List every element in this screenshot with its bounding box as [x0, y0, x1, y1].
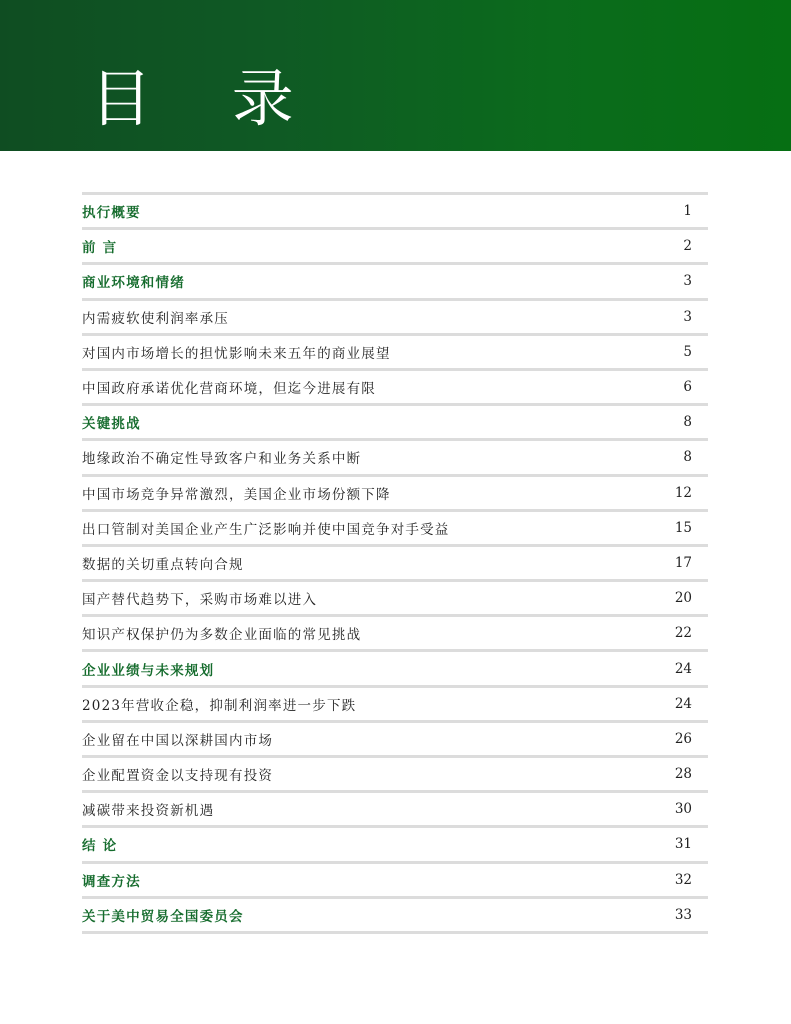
toc-page-number: 3 [683, 308, 692, 325]
toc-page-number: 1 [683, 203, 692, 220]
toc-subsection-entry[interactable] [82, 582, 708, 617]
toc-section-entry[interactable] [82, 265, 708, 300]
toc-entry-title: 中国市场竞争异常激烈，美国企业市场份额下降 [82, 486, 391, 503]
toc-subsection-entry[interactable] [82, 688, 708, 723]
header-band [0, 0, 791, 151]
toc-page-number: 3 [683, 273, 692, 290]
toc-entry-title: 对国内市场增长的担忧影响未来五年的商业展望 [82, 345, 391, 362]
toc-page-number: 6 [683, 379, 692, 396]
toc-page-number: 8 [683, 414, 692, 431]
toc-section-entry[interactable] [82, 864, 708, 899]
toc-page-number: 24 [674, 695, 692, 712]
toc-entry-title: 企业业绩与未来规划 [82, 662, 215, 679]
toc-page-number: 28 [674, 766, 692, 783]
toc-section-entry[interactable] [82, 195, 708, 230]
toc-page-number: 5 [683, 343, 692, 360]
toc-entry-title: 企业配置资金以支持现有投资 [82, 768, 274, 785]
toc-subsection-entry[interactable] [82, 512, 708, 547]
toc-page-number: 15 [674, 519, 692, 536]
toc-subsection-entry[interactable] [82, 758, 708, 793]
toc-subsection-entry[interactable] [82, 336, 708, 371]
toc-page-number: 26 [674, 730, 692, 747]
toc-entry-title: 出口管制对美国企业产生广泛影响并使中国竞争对手受益 [82, 521, 450, 538]
toc-entry-title: 中国政府承诺优化营商环境，但迄今进展有限 [82, 381, 376, 398]
toc-page-number: 2 [683, 238, 692, 255]
toc-section-entry[interactable] [82, 899, 708, 934]
toc-section-entry[interactable] [82, 828, 708, 863]
toc-entry-title: 商业环境和情绪 [82, 275, 185, 292]
toc-subsection-entry[interactable] [82, 441, 708, 476]
toc-entry-title: 企业留在中国以深耕国内市场 [82, 732, 274, 749]
table-of-contents [82, 192, 708, 934]
toc-entry-title: 结 论 [82, 838, 118, 855]
toc-entry-title: 国产替代趋势下，采购市场难以进入 [82, 592, 318, 609]
toc-subsection-entry[interactable] [82, 371, 708, 406]
toc-page-number: 22 [674, 625, 692, 642]
toc-entry-title: 关键挑战 [82, 416, 141, 433]
toc-section-entry[interactable] [82, 652, 708, 687]
toc-subsection-entry[interactable] [82, 547, 708, 582]
toc-entry-title: 前 言 [82, 240, 118, 257]
toc-page-number: 30 [674, 801, 692, 818]
toc-page-number: 31 [674, 836, 692, 853]
toc-section-entry[interactable] [82, 406, 708, 441]
toc-entry-title: 执行概要 [82, 205, 141, 222]
toc-page-number: 12 [674, 484, 692, 501]
toc-page-number: 17 [674, 554, 692, 571]
toc-page-number: 20 [674, 590, 692, 607]
toc-entry-title: 调查方法 [82, 873, 141, 890]
toc-page-number: 32 [674, 871, 692, 888]
toc-entry-title: 数据的关切重点转向合规 [82, 556, 244, 573]
page-title: 目 录 [90, 62, 324, 135]
toc-entry-title: 2023年营收企稳，抑制利润率进一步下跌 [82, 697, 357, 714]
toc-subsection-entry[interactable] [82, 617, 708, 652]
toc-subsection-entry[interactable] [82, 723, 708, 758]
toc-section-entry[interactable] [82, 230, 708, 265]
toc-entry-title: 知识产权保护仍为多数企业面临的常见挑战 [82, 627, 362, 644]
toc-page-number: 8 [683, 449, 692, 466]
toc-page-number: 33 [674, 906, 692, 923]
toc-entry-title: 减碳带来投资新机遇 [82, 803, 215, 820]
toc-page-number: 24 [674, 660, 692, 677]
toc-entry-title: 地缘政治不确定性导致客户和业务关系中断 [82, 451, 362, 468]
toc-subsection-entry[interactable] [82, 301, 708, 336]
toc-entry-title: 内需疲软使利润率承压 [82, 310, 229, 327]
toc-subsection-entry[interactable] [82, 477, 708, 512]
toc-entry-title: 关于美中贸易全国委员会 [82, 908, 244, 925]
toc-subsection-entry[interactable] [82, 793, 708, 828]
